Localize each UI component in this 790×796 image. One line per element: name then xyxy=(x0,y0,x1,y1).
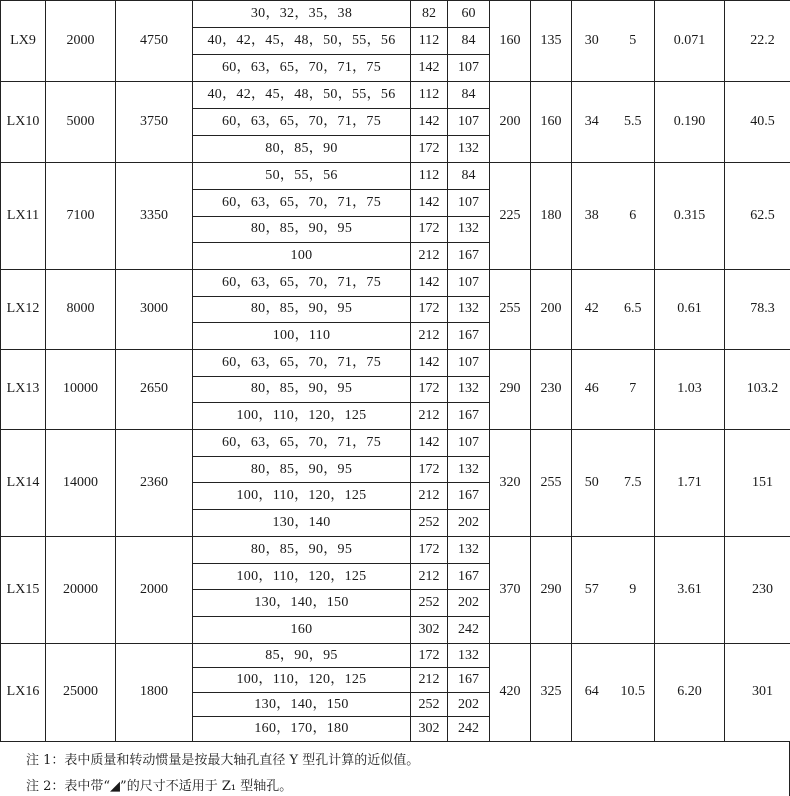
table-row xyxy=(1,82,790,109)
outer-diameter-cell: 200 xyxy=(490,82,531,163)
length-l-cell: 172 xyxy=(411,643,448,668)
table-row xyxy=(1,429,790,456)
length-l1-cell: 84 xyxy=(448,163,490,190)
bore-diameters-cell: 40，42，45，48，50，55，56 xyxy=(193,82,411,109)
bore-diameters-cell: 100，110 xyxy=(193,323,411,350)
speed-cell: 2650 xyxy=(116,349,193,429)
bore-diameters-cell: 60，63，65，70，71，75 xyxy=(193,270,411,297)
bore-diameters-cell: 40，42，45，48，50，55，56 xyxy=(193,28,411,55)
length-l-cell: 212 xyxy=(411,563,448,590)
model-cell: LX15 xyxy=(1,536,46,643)
gap-s-cell: 5 xyxy=(612,1,655,82)
length-l1-cell: 107 xyxy=(448,349,490,376)
outer-diameter-cell: 290 xyxy=(490,349,531,429)
length-l-cell: 252 xyxy=(411,692,448,717)
table-row xyxy=(1,643,790,668)
table-row xyxy=(1,163,790,190)
model-cell: LX16 xyxy=(1,643,46,741)
inertia-cell: 0.071 xyxy=(655,1,725,82)
gap-s-cell: 7.5 xyxy=(612,429,655,536)
length-l-cell: 172 xyxy=(411,376,448,403)
speed-cell: 3750 xyxy=(116,82,193,163)
length-l1-cell: 107 xyxy=(448,55,490,82)
model-cell: LX10 xyxy=(1,82,46,163)
inertia-cell: 1.03 xyxy=(655,349,725,429)
length-l1-cell: 60 xyxy=(448,1,490,28)
bore-diameters-cell: 60，63，65，70，71，75 xyxy=(193,189,411,216)
bore-diameters-cell: 80，85，90，95 xyxy=(193,296,411,323)
length-l1-cell: 167 xyxy=(448,668,490,693)
bore-diameters-cell: 100 xyxy=(193,243,411,270)
bore-diameters-cell: 80，85，90，95 xyxy=(193,376,411,403)
torque-cell: 2000 xyxy=(46,1,116,82)
length-l1-cell: 107 xyxy=(448,429,490,456)
width-b-cell: 46 xyxy=(572,349,612,429)
torque-cell: 10000 xyxy=(46,349,116,429)
bore-diameters-cell: 80，85，90 xyxy=(193,136,411,163)
inner-diameter-cell: 325 xyxy=(531,643,572,741)
length-l1-cell: 242 xyxy=(448,717,490,742)
bore-diameters-cell: 100，110，120，125 xyxy=(193,403,411,430)
length-l1-cell: 167 xyxy=(448,243,490,270)
bore-diameters-cell: 160 xyxy=(193,617,411,644)
outer-diameter-cell: 320 xyxy=(490,429,531,536)
length-l-cell: 142 xyxy=(411,109,448,136)
length-l1-cell: 132 xyxy=(448,456,490,483)
torque-cell: 25000 xyxy=(46,643,116,741)
mass-cell: 301 xyxy=(725,643,790,741)
bore-diameters-cell: 60，63，65，70，71，75 xyxy=(193,429,411,456)
outer-diameter-cell: 420 xyxy=(490,643,531,741)
mass-cell: 78.3 xyxy=(725,270,790,350)
speed-cell: 3350 xyxy=(116,163,193,270)
mass-cell: 40.5 xyxy=(725,82,790,163)
bore-diameters-cell: 50，55，56 xyxy=(193,163,411,190)
length-l1-cell: 132 xyxy=(448,296,490,323)
length-l1-cell: 242 xyxy=(448,617,490,644)
speed-cell: 1800 xyxy=(116,643,193,741)
speed-cell: 3000 xyxy=(116,270,193,350)
table-row xyxy=(1,1,790,28)
width-b-cell: 57 xyxy=(572,536,612,643)
length-l-cell: 212 xyxy=(411,483,448,510)
bore-diameters-cell: 100，110，120，125 xyxy=(193,483,411,510)
table-row xyxy=(1,536,790,563)
inner-diameter-cell: 180 xyxy=(531,163,572,270)
length-l1-cell: 84 xyxy=(448,28,490,55)
inner-diameter-cell: 255 xyxy=(531,429,572,536)
inner-diameter-cell: 230 xyxy=(531,349,572,429)
length-l1-cell: 132 xyxy=(448,376,490,403)
width-b-cell: 42 xyxy=(572,270,612,350)
model-cell: LX11 xyxy=(1,163,46,270)
gap-s-cell: 10.5 xyxy=(612,643,655,741)
model-cell: LX12 xyxy=(1,270,46,350)
length-l1-cell: 202 xyxy=(448,590,490,617)
length-l-cell: 142 xyxy=(411,270,448,297)
length-l1-cell: 167 xyxy=(448,563,490,590)
speed-cell: 4750 xyxy=(116,1,193,82)
bore-diameters-cell: 60，63，65，70，71，75 xyxy=(193,55,411,82)
width-b-cell: 34 xyxy=(572,82,612,163)
bore-diameters-cell: 80，85，90，95 xyxy=(193,216,411,243)
length-l-cell: 82 xyxy=(411,1,448,28)
length-l1-cell: 132 xyxy=(448,136,490,163)
model-cell: LX14 xyxy=(1,429,46,536)
inner-diameter-cell: 290 xyxy=(531,536,572,643)
length-l-cell: 302 xyxy=(411,617,448,644)
inner-diameter-cell: 135 xyxy=(531,1,572,82)
gap-s-cell: 5.5 xyxy=(612,82,655,163)
length-l-cell: 172 xyxy=(411,456,448,483)
inner-diameter-cell: 200 xyxy=(531,270,572,350)
length-l-cell: 112 xyxy=(411,82,448,109)
length-l-cell: 172 xyxy=(411,296,448,323)
length-l-cell: 112 xyxy=(411,163,448,190)
speed-cell: 2360 xyxy=(116,429,193,536)
bore-diameters-cell: 100，110，120，125 xyxy=(193,563,411,590)
length-l-cell: 212 xyxy=(411,323,448,350)
speed-cell: 2000 xyxy=(116,536,193,643)
length-l-cell: 302 xyxy=(411,717,448,742)
bore-diameters-cell: 100，110，120，125 xyxy=(193,668,411,693)
inertia-cell: 3.61 xyxy=(655,536,725,643)
length-l1-cell: 107 xyxy=(448,109,490,136)
length-l-cell: 252 xyxy=(411,510,448,537)
mass-cell: 62.5 xyxy=(725,163,790,270)
model-cell: LX13 xyxy=(1,349,46,429)
mass-cell: 22.2 xyxy=(725,1,790,82)
length-l-cell: 172 xyxy=(411,216,448,243)
bore-diameters-cell: 130，140，150 xyxy=(193,590,411,617)
bore-diameters-cell: 60，63，65，70，71，75 xyxy=(193,349,411,376)
width-b-cell: 38 xyxy=(572,163,612,270)
table-row xyxy=(1,349,790,376)
length-l-cell: 212 xyxy=(411,243,448,270)
length-l1-cell: 167 xyxy=(448,323,490,350)
gap-s-cell: 9 xyxy=(612,536,655,643)
length-l1-cell: 132 xyxy=(448,643,490,668)
bore-diameters-cell: 80，85，90，95 xyxy=(193,536,411,563)
inertia-cell: 0.190 xyxy=(655,82,725,163)
gap-s-cell: 6 xyxy=(612,163,655,270)
inertia-cell: 6.20 xyxy=(655,643,725,741)
length-l-cell: 142 xyxy=(411,349,448,376)
width-b-cell: 50 xyxy=(572,429,612,536)
torque-cell: 5000 xyxy=(46,82,116,163)
length-l1-cell: 107 xyxy=(448,270,490,297)
length-l-cell: 142 xyxy=(411,189,448,216)
torque-cell: 8000 xyxy=(46,270,116,350)
bore-diameters-cell: 130，140 xyxy=(193,510,411,537)
length-l-cell: 212 xyxy=(411,668,448,693)
bore-diameters-cell: 60，63，65，70，71，75 xyxy=(193,109,411,136)
torque-cell: 14000 xyxy=(46,429,116,536)
note-1: 注 1：表中质量和转动惯量是按最大轴孔直径 Y 型孔计算的近似值。 xyxy=(26,753,420,768)
length-l-cell: 142 xyxy=(411,55,448,82)
bore-diameters-cell: 80，85，90，95 xyxy=(193,456,411,483)
gap-s-cell: 7 xyxy=(612,349,655,429)
length-l1-cell: 167 xyxy=(448,403,490,430)
outer-diameter-cell: 225 xyxy=(490,163,531,270)
length-l-cell: 172 xyxy=(411,136,448,163)
length-l-cell: 112 xyxy=(411,28,448,55)
outer-diameter-cell: 255 xyxy=(490,270,531,350)
mass-cell: 230 xyxy=(725,536,790,643)
mass-cell: 151 xyxy=(725,429,790,536)
length-l1-cell: 107 xyxy=(448,189,490,216)
length-l-cell: 252 xyxy=(411,590,448,617)
torque-cell: 20000 xyxy=(46,536,116,643)
length-l-cell: 142 xyxy=(411,429,448,456)
table-notes xyxy=(0,742,790,796)
model-cell: LX9 xyxy=(1,1,46,82)
mass-cell: 103.2 xyxy=(725,349,790,429)
inertia-cell: 0.315 xyxy=(655,163,725,270)
bore-diameters-cell: 30，32，35，38 xyxy=(193,1,411,28)
length-l1-cell: 84 xyxy=(448,82,490,109)
length-l-cell: 212 xyxy=(411,403,448,430)
outer-diameter-cell: 370 xyxy=(490,536,531,643)
length-l1-cell: 132 xyxy=(448,536,490,563)
gap-s-cell: 6.5 xyxy=(612,270,655,350)
length-l1-cell: 202 xyxy=(448,692,490,717)
length-l1-cell: 202 xyxy=(448,510,490,537)
length-l1-cell: 132 xyxy=(448,216,490,243)
torque-cell: 7100 xyxy=(46,163,116,270)
inner-diameter-cell: 160 xyxy=(531,82,572,163)
table-row xyxy=(1,270,790,297)
width-b-cell: 64 xyxy=(572,643,612,741)
bore-diameters-cell: 85，90，95 xyxy=(193,643,411,668)
note-2: 注 2：表中带“◢”的尺寸不适用于 Z₁ 型轴孔。 xyxy=(26,779,293,794)
outer-diameter-cell: 160 xyxy=(490,1,531,82)
width-b-cell: 30 xyxy=(572,1,612,82)
inertia-cell: 1.71 xyxy=(655,429,725,536)
bore-diameters-cell: 130，140，150 xyxy=(193,692,411,717)
bore-diameters-cell: 160，170，180 xyxy=(193,717,411,742)
inertia-cell: 0.61 xyxy=(655,270,725,350)
length-l1-cell: 167 xyxy=(448,483,490,510)
length-l-cell: 172 xyxy=(411,536,448,563)
